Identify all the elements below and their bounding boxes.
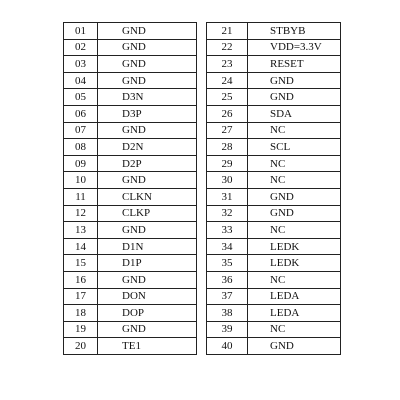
pin-number: 28 bbox=[207, 139, 248, 156]
table-row bbox=[207, 338, 341, 355]
pin-table-left bbox=[63, 22, 197, 355]
pin-signal: CLKP bbox=[98, 205, 197, 222]
pin-signal: TE1 bbox=[98, 338, 197, 355]
table-row bbox=[64, 89, 197, 106]
table-row bbox=[64, 23, 197, 40]
pin-signal: GND bbox=[98, 122, 197, 139]
pin-number: 13 bbox=[64, 222, 98, 239]
pin-signal: LEDA bbox=[248, 305, 341, 322]
table-row bbox=[207, 188, 341, 205]
table-row bbox=[207, 288, 341, 305]
table-row bbox=[207, 205, 341, 222]
pin-number: 01 bbox=[64, 23, 98, 40]
pin-signal: GND bbox=[248, 188, 341, 205]
pin-number: 11 bbox=[64, 188, 98, 205]
pin-signal: D1P bbox=[98, 255, 197, 272]
table-row bbox=[207, 39, 341, 56]
table-row bbox=[207, 122, 341, 139]
pin-signal: STBYB bbox=[248, 23, 341, 40]
pin-signal: NC bbox=[248, 122, 341, 139]
table-row bbox=[64, 288, 197, 305]
table-row bbox=[207, 155, 341, 172]
pin-signal: NC bbox=[248, 172, 341, 189]
pin-signal: DON bbox=[98, 288, 197, 305]
pin-signal: VDD=3.3V bbox=[248, 39, 341, 56]
pin-signal: GND bbox=[98, 23, 197, 40]
pin-number: 02 bbox=[64, 39, 98, 56]
pin-number: 38 bbox=[207, 305, 248, 322]
table-row bbox=[207, 255, 341, 272]
pin-signal: LEDK bbox=[248, 238, 341, 255]
pin-signal: DOP bbox=[98, 305, 197, 322]
pin-table-right-body bbox=[207, 23, 341, 355]
pin-signal: D3P bbox=[98, 105, 197, 122]
table-row bbox=[64, 255, 197, 272]
pin-signal: D1N bbox=[98, 238, 197, 255]
pin-signal: NC bbox=[248, 271, 341, 288]
table-row bbox=[64, 222, 197, 239]
table-row bbox=[207, 238, 341, 255]
pin-signal: D3N bbox=[98, 89, 197, 106]
pin-table-left-body bbox=[64, 23, 197, 355]
table-row bbox=[207, 222, 341, 239]
pin-number: 08 bbox=[64, 139, 98, 156]
pin-signal: GND bbox=[98, 172, 197, 189]
pin-number: 19 bbox=[64, 321, 98, 338]
table-row bbox=[207, 89, 341, 106]
pin-number: 17 bbox=[64, 288, 98, 305]
table-row bbox=[207, 56, 341, 73]
pin-number: 25 bbox=[207, 89, 248, 106]
pin-number: 10 bbox=[64, 172, 98, 189]
pin-signal: NC bbox=[248, 222, 341, 239]
table-row bbox=[64, 205, 197, 222]
table-row bbox=[64, 305, 197, 322]
pin-number: 21 bbox=[207, 23, 248, 40]
table-row bbox=[64, 56, 197, 73]
pin-number: 20 bbox=[64, 338, 98, 355]
table-row bbox=[64, 172, 197, 189]
pin-signal: GND bbox=[98, 321, 197, 338]
pin-number: 35 bbox=[207, 255, 248, 272]
pin-number: 12 bbox=[64, 205, 98, 222]
table-row bbox=[64, 338, 197, 355]
pin-number: 27 bbox=[207, 122, 248, 139]
table-row bbox=[64, 122, 197, 139]
pin-number: 33 bbox=[207, 222, 248, 239]
pin-signal: LEDA bbox=[248, 288, 341, 305]
pin-number: 15 bbox=[64, 255, 98, 272]
pin-number: 30 bbox=[207, 172, 248, 189]
pin-signal: LEDK bbox=[248, 255, 341, 272]
pin-number: 32 bbox=[207, 205, 248, 222]
pin-signal: CLKN bbox=[98, 188, 197, 205]
table-row bbox=[207, 139, 341, 156]
table-row bbox=[207, 105, 341, 122]
pin-number: 14 bbox=[64, 238, 98, 255]
table-row bbox=[207, 321, 341, 338]
table-row bbox=[64, 188, 197, 205]
pin-signal: GND bbox=[98, 222, 197, 239]
pin-number: 31 bbox=[207, 188, 248, 205]
pin-signal: GND bbox=[98, 39, 197, 56]
pin-number: 39 bbox=[207, 321, 248, 338]
pin-signal: GND bbox=[248, 89, 341, 106]
table-row bbox=[64, 271, 197, 288]
pin-number: 22 bbox=[207, 39, 248, 56]
pin-number: 18 bbox=[64, 305, 98, 322]
pin-signal: NC bbox=[248, 321, 341, 338]
pin-number: 34 bbox=[207, 238, 248, 255]
table-row bbox=[207, 305, 341, 322]
pin-number: 03 bbox=[64, 56, 98, 73]
pin-signal: GND bbox=[248, 72, 341, 89]
table-row bbox=[64, 321, 197, 338]
pin-signal: NC bbox=[248, 155, 341, 172]
pin-signal: D2N bbox=[98, 139, 197, 156]
table-row bbox=[207, 72, 341, 89]
table-row bbox=[64, 39, 197, 56]
pin-number: 36 bbox=[207, 271, 248, 288]
table-row bbox=[64, 238, 197, 255]
pin-number: 09 bbox=[64, 155, 98, 172]
table-row bbox=[64, 139, 197, 156]
pin-signal: GND bbox=[98, 72, 197, 89]
pin-number: 40 bbox=[207, 338, 248, 355]
pin-table-right bbox=[206, 22, 341, 355]
pin-signal: GND bbox=[98, 271, 197, 288]
table-row bbox=[64, 155, 197, 172]
pin-signal: SCL bbox=[248, 139, 341, 156]
pin-number: 23 bbox=[207, 56, 248, 73]
pin-signal: D2P bbox=[98, 155, 197, 172]
table-row bbox=[207, 172, 341, 189]
pin-number: 37 bbox=[207, 288, 248, 305]
pin-number: 05 bbox=[64, 89, 98, 106]
pin-number: 16 bbox=[64, 271, 98, 288]
table-row bbox=[64, 72, 197, 89]
table-row bbox=[64, 105, 197, 122]
pin-number: 07 bbox=[64, 122, 98, 139]
pin-number: 29 bbox=[207, 155, 248, 172]
table-row bbox=[207, 271, 341, 288]
pin-number: 24 bbox=[207, 72, 248, 89]
pin-number: 26 bbox=[207, 105, 248, 122]
pin-signal: RESET bbox=[248, 56, 341, 73]
pin-number: 06 bbox=[64, 105, 98, 122]
pin-signal: GND bbox=[98, 56, 197, 73]
pin-signal: GND bbox=[248, 205, 341, 222]
pin-number: 04 bbox=[64, 72, 98, 89]
table-row bbox=[207, 23, 341, 40]
pin-signal: GND bbox=[248, 338, 341, 355]
pin-signal: SDA bbox=[248, 105, 341, 122]
